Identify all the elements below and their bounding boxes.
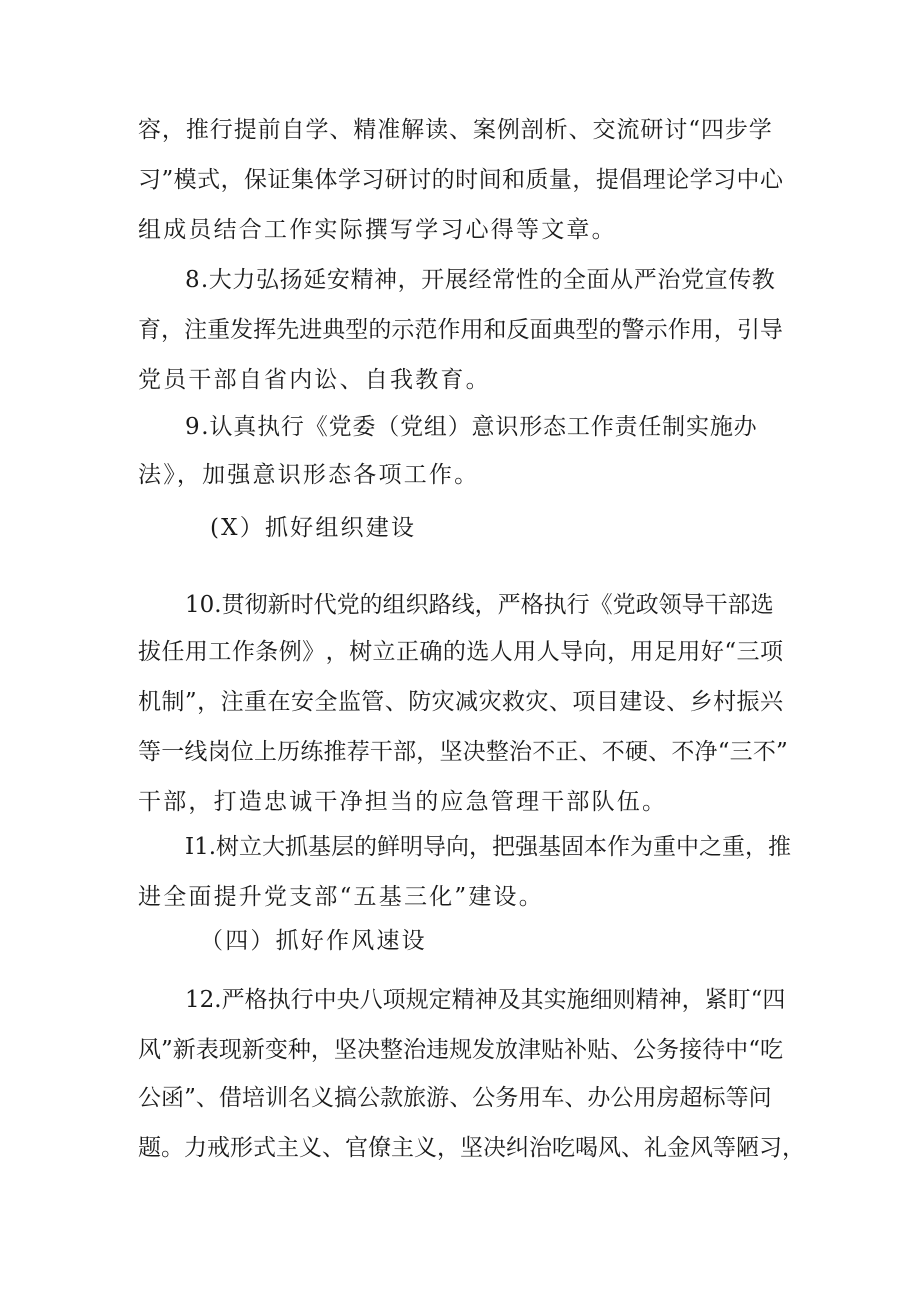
- text-line-8: 法》，加强意识形态各项工作。: [138, 462, 480, 488]
- text-line-16: 1 2 . 严 格 执 行 中 央 八 项 规 定 精 神 及 其 实 施 细 则 精 神 ， 紧 盯 “ 四: [185, 987, 786, 1013]
- text-line-10: 拔 任 用 工 作 条 例 》 ， 树 立 正 确 的 选 人 用 人 导 向 ， 用 足 用 好 “ 三 项: [138, 639, 783, 665]
- text-line-6: 党员干部自省内讼、自我教育。: [138, 367, 491, 393]
- text-line-1: 容 ， 推 行 提 前 自 学 、 精 准 解 读 、 案 例 剖 析 、 交 流 研 讨 “ 四 步 学: [138, 117, 772, 143]
- text-line-2: 习 ” 模 式 ， 保 证 集 体 学 习 研 讨 的 时 间 和 质 量 ， 提 倡 理 论 学 习 中 心: [138, 167, 783, 193]
- text-line-4: 8 . 大 力 弘 扬 延 安 精 神 ， 开 展 经 常 性 的 全 面 从 严 治 党 宣 传 教: [185, 267, 775, 293]
- text-line-17: 风 ” 新 表 现 新 变 种 ， 坚 决 整 治 违 规 发 放 津 贴 补 贴 、 公 务 接 待 中 “ 吃: [138, 1037, 783, 1063]
- text-line-15: 进全面提升党支部“五基三化”建设。: [138, 884, 544, 910]
- text-line-14: I 1 . 树 立 大 抓 基 层 的 鲜 明 导 向 ， 把 强 基 固 本 作 为 重 中 之 重 ， 推: [185, 834, 792, 860]
- text-line-11: 机 制 ” ， 注 重 在 安 全 监 管 、 防 灾 减 灾 救 灾 、 项 目 建 设 、 乡 村 振 兴: [138, 689, 783, 715]
- text-line-3: 组成员结合工作实际撰写学习心得等文章。: [138, 217, 617, 243]
- text-line-19: 题 。 力 戒 形 式 主 义 、 官 僚 主 义 ， 坚 决 纠 治 吃 喝 风 、 礼 金 风 等 陋 习 ，: [138, 1135, 805, 1161]
- text-line-9: 1 0 . 贯 彻 新 时 代 党 的 组 织 路 线 ， 严 格 执 行 《 党 政 领 导 干 部 选: [185, 592, 774, 618]
- section-heading-4: （四）抓好作风速设: [200, 928, 427, 954]
- text-line-13: 干部，打造忠诚干净担当的应急管理干部队伍。: [138, 789, 668, 815]
- text-line-18: 公 函 ” 、 借 培 训 名 义 搞 公 款 旅 游 、 公 务 用 车 、 办 公 用 房 超 标 等 问: [138, 1085, 772, 1111]
- text-line-12: 等 一 线 岗 位 上 历 练 推 荐 干 部 ， 坚 决 整 治 不 正 、 不 硬 、 不 净 “ 三 不 ”: [138, 739, 788, 765]
- text-line-5: 育 ， 注 重 发 挥 先 进 典 型 的 示 范 作 用 和 反 面 典 型 的 警 示 作 用 ， 引 导: [138, 317, 783, 343]
- section-heading-3: (X）抓好组织建设: [210, 515, 417, 541]
- text-line-7: 9 . 认 真 执 行 《 党 委 （ 党 组 ） 意 识 形 态 工 作 责 任 制 实 施 办: [185, 414, 757, 440]
